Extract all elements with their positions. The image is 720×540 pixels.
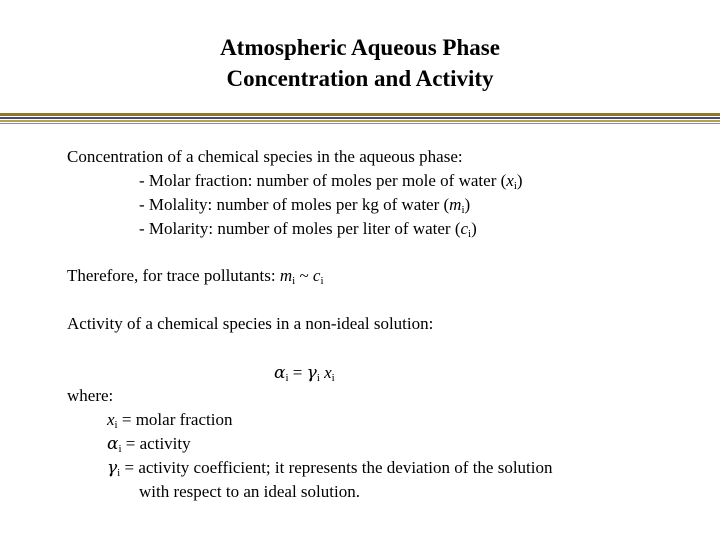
equation-alpha-subscript: i bbox=[285, 372, 289, 384]
molar-fraction-label: - Molar fraction: number of moles per mole of water ( bbox=[139, 171, 507, 190]
equation-alpha: α bbox=[274, 363, 286, 383]
activity-equation bbox=[274, 363, 335, 383]
where-alpha-symbol: α bbox=[107, 434, 119, 454]
where-alpha-subscript: i bbox=[118, 443, 122, 455]
molarity-symbol: c bbox=[460, 219, 469, 238]
title-divider-3 bbox=[0, 120, 720, 122]
title-divider-1 bbox=[0, 113, 720, 116]
trace-line bbox=[67, 266, 324, 286]
molality-line bbox=[139, 195, 470, 215]
molality-label: - Molality: number of moles per kg of water ( bbox=[139, 195, 450, 214]
title-divider-2 bbox=[0, 117, 720, 119]
molar-fraction-line bbox=[139, 171, 523, 191]
title-divider-4 bbox=[0, 123, 720, 124]
molar-fraction-close: ) bbox=[516, 171, 523, 190]
where-gamma-text: = activity coefficient; it represents the deviation of the solution bbox=[120, 458, 553, 477]
where-item-molar-fraction bbox=[107, 410, 232, 430]
molar-fraction-symbol: x bbox=[506, 171, 514, 190]
where-x-symbol: x bbox=[107, 410, 115, 429]
molality-close: ) bbox=[464, 195, 471, 214]
title-line-2: Concentration and Activity bbox=[226, 66, 494, 91]
title-line-1: Atmospheric Aqueous Phase bbox=[220, 35, 500, 60]
molality-subscript: i bbox=[461, 204, 465, 216]
equation-x: x bbox=[324, 363, 332, 382]
where-alpha-text: = activity bbox=[121, 434, 191, 453]
molarity-line bbox=[139, 219, 477, 239]
trace-approx: ~ bbox=[295, 266, 313, 285]
concentration-intro: Concentration of a chemical species in the aqueous phase: bbox=[67, 147, 463, 166]
equation-x-subscript: i bbox=[331, 372, 335, 384]
trace-label: Therefore, for trace pollutants: bbox=[67, 266, 280, 285]
trace-c-symbol: c bbox=[312, 266, 321, 285]
molar-fraction-subscript: i bbox=[513, 180, 517, 192]
where-x-text: = molar fraction bbox=[117, 410, 233, 429]
equation-gamma: γ bbox=[306, 363, 317, 383]
equation-equals: = bbox=[288, 363, 307, 382]
where-gamma-symbol: γ bbox=[107, 458, 118, 478]
trace-m-symbol: m bbox=[279, 266, 293, 285]
where-gamma-subscript: i bbox=[117, 467, 121, 479]
molarity-close: ) bbox=[471, 219, 477, 238]
molarity-subscript: i bbox=[468, 228, 472, 240]
trace-c-subscript: i bbox=[320, 275, 324, 287]
equation-gamma-subscript: i bbox=[316, 372, 320, 384]
activity-intro: Activity of a chemical species in a non-ideal solution: bbox=[67, 314, 434, 333]
molarity-label: - Molarity: number of moles per liter of water ( bbox=[139, 219, 461, 238]
where-x-subscript: i bbox=[114, 419, 118, 431]
molality-symbol: m bbox=[449, 195, 462, 214]
trace-m-subscript: i bbox=[292, 275, 296, 287]
where-label: where: bbox=[67, 386, 114, 405]
slide-title bbox=[0, 32, 720, 94]
where-item-activity bbox=[107, 434, 191, 454]
where-item-activity-coefficient bbox=[107, 458, 553, 478]
where-continuation: with respect to an ideal solution. bbox=[139, 482, 360, 501]
